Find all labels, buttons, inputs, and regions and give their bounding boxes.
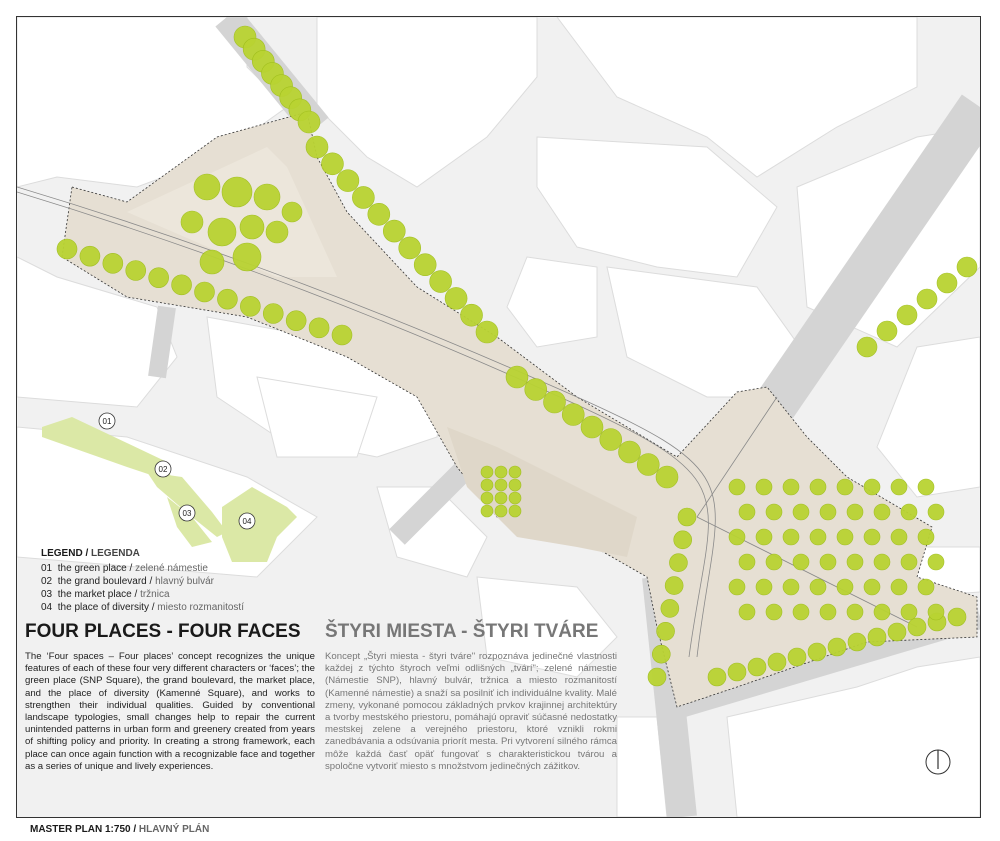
tree-canopy [864, 479, 880, 495]
tree-canopy [837, 579, 853, 595]
legend-item: 04 the place of diversity / miesto rozmanitostí [41, 602, 244, 613]
tree-canopy [739, 504, 755, 520]
tree-canopy [937, 273, 957, 293]
key-map-label: 04 [242, 517, 252, 526]
tree-canopy [810, 529, 826, 545]
tree-canopy [562, 404, 584, 426]
tree-canopy [80, 246, 100, 266]
tree-canopy [657, 622, 675, 640]
tree-canopy [495, 466, 507, 478]
legend-item: 02 the grand boulevard / hlavný bulvár [41, 576, 215, 587]
tree-canopy [509, 505, 521, 517]
tree-canopy [233, 243, 261, 271]
tree-canopy [544, 391, 566, 413]
building-footprint [317, 17, 537, 187]
tree-canopy [430, 271, 452, 293]
legend-title: LEGEND / LEGENDA [41, 548, 140, 559]
road-segment [157, 307, 167, 377]
tree-canopy [888, 623, 906, 641]
tree-canopy [57, 239, 77, 259]
tree-canopy [768, 653, 786, 671]
tree-canopy [820, 504, 836, 520]
tree-canopy [808, 643, 826, 661]
tree-canopy [868, 628, 886, 646]
tree-canopy [195, 282, 215, 302]
tree-canopy [665, 577, 683, 595]
tree-canopy [306, 136, 328, 158]
tree-canopy [286, 311, 306, 331]
tree-canopy [648, 668, 666, 686]
legend-item: 03 the market place / tržnica [41, 589, 170, 600]
tree-canopy [837, 479, 853, 495]
tree-canopy [793, 504, 809, 520]
master-plan-frame [16, 16, 981, 818]
tree-canopy [891, 479, 907, 495]
key-map-label: 03 [182, 509, 192, 518]
tree-canopy [222, 177, 252, 207]
tree-canopy [901, 554, 917, 570]
tree-canopy [756, 479, 772, 495]
tree-canopy [461, 304, 483, 326]
tree-canopy [103, 253, 123, 273]
tree-canopy [793, 604, 809, 620]
tree-canopy [918, 529, 934, 545]
tree-canopy [708, 668, 726, 686]
tree-canopy [337, 170, 359, 192]
tree-canopy [481, 479, 493, 491]
tree-canopy [368, 203, 390, 225]
tree-canopy [820, 604, 836, 620]
tree-canopy [874, 504, 890, 520]
building-footprint [507, 257, 597, 347]
tree-canopy [200, 250, 224, 274]
concept-text-sk: Koncept „Štyri miesta - štyri tváre" rozpoznáva jedinečné vlastnosti každej z týchto štyroch veľmi odlišných „tvárí"; zelené námestie (Námestie SNP), hlavný bulvár, tržnica a miesto rozmanitostí (Kamenné námestie) a snaží sa posilniť ich individuálne kvality. Malé zmeny, vykonané pomocou základných prvkov krajinnej architektúry a tvorby mestského priestoru, pomáhajú opraviť súčasné nedostatky mestskej zelene a verejného priestoru, ktoré vznikli rokmi zanedbávania a odsúvania priorít mesta. Pri vytvorení silného rámca môže každá časť opäť fungovať s charakteristickou tvárou a spoločne vytvoriť miesto s množstvom jedinečných zážitkov. [325, 651, 617, 772]
tree-canopy [928, 554, 944, 570]
tree-canopy [263, 304, 283, 324]
heading-sk: ŠTYRI MIESTA - ŠTYRI TVÁRE [325, 621, 599, 642]
tree-canopy [669, 554, 687, 572]
tree-canopy [495, 479, 507, 491]
legend-item: 01 the green place / zelené námestie [41, 563, 208, 574]
tree-canopy [506, 366, 528, 388]
tree-canopy [820, 554, 836, 570]
tree-canopy [756, 529, 772, 545]
tree-canopy [495, 492, 507, 504]
tree-canopy [739, 554, 755, 570]
tree-canopy [847, 504, 863, 520]
tree-canopy [848, 633, 866, 651]
tree-canopy [481, 492, 493, 504]
tree-canopy [729, 529, 745, 545]
tree-canopy [877, 321, 897, 341]
tree-canopy [874, 554, 890, 570]
tree-canopy [729, 479, 745, 495]
tree-canopy [766, 554, 782, 570]
tree-canopy [810, 579, 826, 595]
tree-canopy [928, 604, 944, 620]
tree-canopy [476, 321, 498, 343]
tree-canopy [194, 174, 220, 200]
tree-canopy [332, 325, 352, 345]
tree-canopy [149, 268, 169, 288]
tree-canopy [739, 604, 755, 620]
tree-canopy [414, 254, 436, 276]
tree-canopy [481, 466, 493, 478]
tree-canopy [857, 337, 877, 357]
tree-canopy [766, 504, 782, 520]
tree-canopy [847, 604, 863, 620]
tree-canopy [674, 531, 692, 549]
tree-canopy [918, 579, 934, 595]
tree-canopy [917, 289, 937, 309]
tree-canopy [481, 505, 493, 517]
tree-canopy [445, 287, 467, 309]
tree-canopy [908, 618, 926, 636]
tree-canopy [581, 416, 603, 438]
tree-canopy [810, 479, 826, 495]
tree-canopy [783, 529, 799, 545]
tree-canopy [957, 257, 977, 277]
tree-canopy [181, 211, 203, 233]
tree-canopy [509, 479, 521, 491]
tree-canopy [897, 305, 917, 325]
tree-canopy [619, 441, 641, 463]
tree-canopy [948, 608, 966, 626]
building-footprint [877, 337, 980, 497]
tree-canopy [321, 153, 343, 175]
tree-canopy [783, 579, 799, 595]
tree-canopy [652, 645, 670, 663]
tree-canopy [847, 554, 863, 570]
tree-canopy [766, 604, 782, 620]
tree-canopy [383, 220, 405, 242]
tree-canopy [352, 186, 374, 208]
tree-canopy [509, 466, 521, 478]
tree-canopy [864, 529, 880, 545]
key-map-label: 02 [158, 465, 168, 474]
tree-canopy [901, 604, 917, 620]
tree-canopy [837, 529, 853, 545]
tree-canopy [788, 648, 806, 666]
tree-canopy [901, 504, 917, 520]
tree-canopy [891, 579, 907, 595]
heading-en: FOUR PLACES - FOUR FACES [25, 621, 301, 642]
tree-canopy [495, 505, 507, 517]
tree-canopy [928, 504, 944, 520]
tree-canopy [298, 111, 320, 133]
tree-canopy [509, 492, 521, 504]
tree-canopy [728, 663, 746, 681]
tree-canopy [309, 318, 329, 338]
tree-canopy [600, 429, 622, 451]
tree-canopy [828, 638, 846, 656]
tree-canopy [217, 289, 237, 309]
tree-canopy [240, 296, 260, 316]
tree-canopy [756, 579, 772, 595]
tree-canopy [637, 454, 659, 476]
tree-canopy [891, 529, 907, 545]
tree-canopy [661, 599, 679, 617]
tree-canopy [918, 479, 934, 495]
tree-canopy [748, 658, 766, 676]
tree-canopy [678, 508, 696, 526]
concept-text-en: The ‘Four spaces – Four places’ concept recognizes the unique features of each of these four very different characters or ‘faces’; the green place (SNP Square), the grand boulevard, the market place, and the place of diversity (Kamenné Square), and works to strengthen their individual qualities. Guided by conventional landscape typologies, small changes help to repair the current unintended patterns in urban form and greenery created from years of shifting policy and priority. In creating a strong framework, each place can once again function with a recognizable face and together as a series of unique and lively experiences. [25, 651, 315, 772]
tree-canopy [874, 604, 890, 620]
tree-canopy [864, 579, 880, 595]
tree-canopy [126, 261, 146, 281]
tree-canopy [172, 275, 192, 295]
tree-canopy [266, 221, 288, 243]
tree-canopy [254, 184, 280, 210]
tree-canopy [729, 579, 745, 595]
tree-canopy [525, 379, 547, 401]
tree-canopy [399, 237, 421, 259]
tree-canopy [783, 479, 799, 495]
tree-canopy [656, 466, 678, 488]
tree-canopy [240, 215, 264, 239]
tree-canopy [282, 202, 302, 222]
plan-caption: MASTER PLAN 1:750 / HLAVNÝ PLÁN [30, 824, 210, 835]
tree-canopy [793, 554, 809, 570]
key-map-label: 01 [102, 417, 112, 426]
legend [41, 547, 244, 614]
tree-canopy [208, 218, 236, 246]
